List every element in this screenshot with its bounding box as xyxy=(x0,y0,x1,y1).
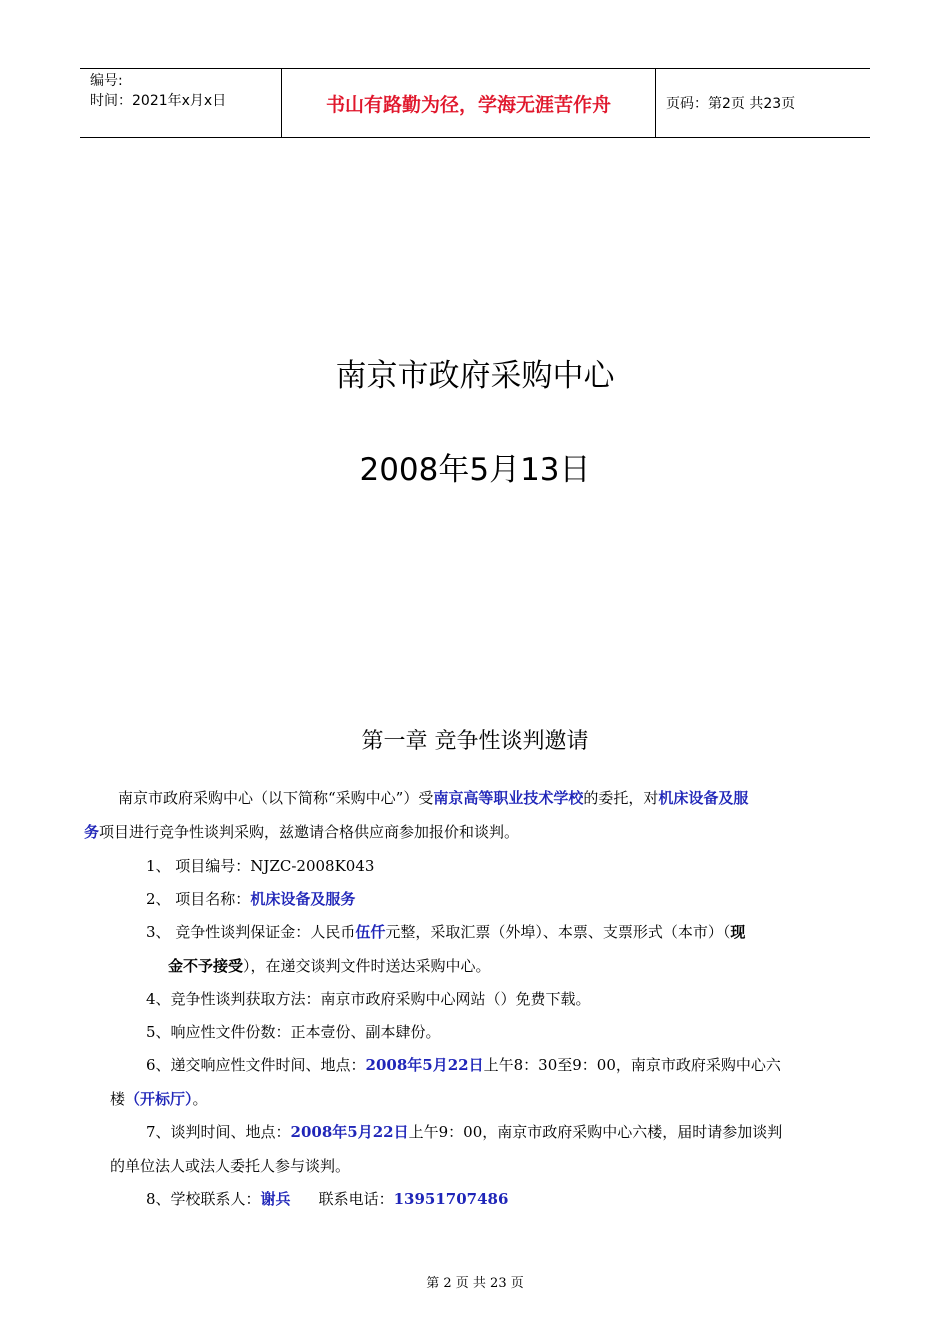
chapter-heading: 第一章 竞争性谈判邀请 xyxy=(361,729,589,754)
item-7: 7、谈判时间、地点：2008年5月22日上午9：00，南京市政府采购中心六楼，届时请参加谈判 xyxy=(146,1123,783,1141)
item-2-value: 机床设备及服务 xyxy=(250,890,356,908)
header-meta xyxy=(80,69,282,137)
document-title-date: 2008年5月13日 xyxy=(359,452,591,488)
header-page-number: 页码：第2页 共23页 xyxy=(666,96,796,112)
item-3-cont: 金不予接受），在递交谈判文件时送达采购中心。 xyxy=(168,957,491,975)
item-8: 8、学校联系人：谢兵 联系电话：13951707486 xyxy=(146,1190,509,1208)
item-4: 4、竞争性谈判获取方法：南京市政府采购中心网站（）免费下载。 xyxy=(146,990,591,1008)
intro-line-1: 南京市政府采购中心（以下简称“采购中心”）受南京高等职业技术学校的委托，对机床设备及服 xyxy=(118,789,749,807)
submit-room: （开标厅） xyxy=(125,1090,193,1108)
header-motto: 书山有路勤为径，学海无涯苦作舟 xyxy=(282,69,656,137)
header-time: 时间：2021年x月x日 xyxy=(90,93,227,109)
item-1: 1、 项目编号：NJZC-2008K043 xyxy=(146,857,375,875)
intro-line-2: 务项目进行竞争性谈判采购，兹邀请合格供应商参加报价和谈判。 xyxy=(84,823,520,841)
item-2: 2、 项目名称：机床设备及服务 xyxy=(146,890,356,908)
contact-phone: 13951707486 xyxy=(393,1190,509,1208)
contact-name: 谢兵 xyxy=(260,1190,291,1208)
negotiation-date: 2008年5月22日 xyxy=(290,1123,409,1141)
item-3: 3、 竞争性谈判保证金：人民币伍仟元整，采取汇票（外埠）、本票、支票形式（本市）（现 xyxy=(146,923,746,941)
item-5: 5、响应性文件份数：正本壹份、副本肆份。 xyxy=(146,1023,441,1041)
header-number: 编号: xyxy=(90,73,123,89)
school-name: 南京高等职业技术学校 xyxy=(433,789,584,807)
project-name: 机床设备及服 xyxy=(658,789,749,807)
item-7-cont: 的单位法人或法人委托人参与谈判。 xyxy=(110,1157,351,1175)
item-6-cont: 楼（开标厅）。 xyxy=(110,1090,208,1108)
submit-date: 2008年5月22日 xyxy=(365,1056,484,1074)
page-footer: 第 2 页 共 23 页 xyxy=(426,1276,524,1291)
item-6: 6、递交响应性文件时间、地点：2008年5月22日上午8：30至9：00，南京市政府采购中心六 xyxy=(146,1056,781,1074)
page-header xyxy=(80,68,870,138)
document-title-org: 南京市政府采购中心 xyxy=(335,358,615,394)
deposit-amount: 伍仟 xyxy=(355,923,386,941)
